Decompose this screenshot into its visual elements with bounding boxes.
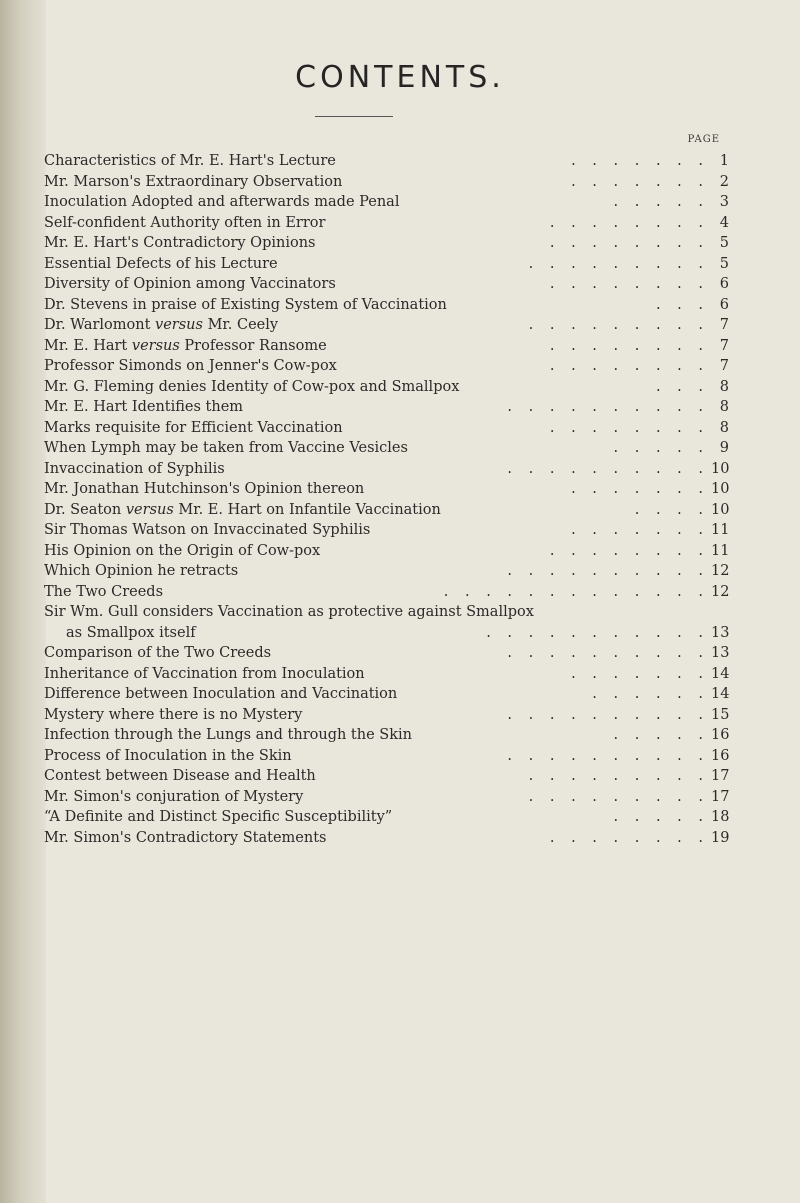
entry-title: Dr. Seaton versus Mr. E. Hart on Infantile Vaccination: [44, 501, 441, 518]
contents-entry: [44, 213, 729, 234]
entry-page-number: 8: [719, 378, 729, 395]
entry-leader-dots: . . . . . . . .: [549, 829, 709, 846]
entry-page-number: 2: [719, 173, 729, 190]
entry-title: His Opinion on the Origin of Cow-pox: [44, 542, 321, 559]
contents-entry: [44, 397, 729, 418]
entry-page-number: 7: [719, 358, 729, 374]
contents-entry: [44, 438, 729, 459]
contents-list: [44, 151, 729, 848]
contents-entry: [44, 459, 729, 480]
contents-entry: [44, 582, 729, 603]
entry-page-number: 18: [711, 809, 730, 825]
entry-leader-dots: . . . . . . . .: [549, 337, 709, 354]
entry-title: Sir Thomas Watson on Invaccinated Syphilis: [44, 522, 371, 538]
entry-title: Infection through the Lungs and through the Skin: [44, 727, 412, 743]
entry-page-number: 6: [719, 276, 729, 292]
contents-entry: [44, 295, 729, 316]
contents-entry: [44, 192, 729, 213]
contents-entry: [44, 315, 729, 336]
entry-page-number: 10: [711, 460, 730, 477]
entry-page-number: 8: [719, 399, 729, 415]
entry-page-number: 12: [711, 583, 730, 600]
contents-entry: [44, 807, 729, 828]
contents-entry: [44, 500, 729, 521]
entry-title: Invaccination of Syphilis: [44, 460, 225, 477]
contents-entry: [44, 233, 729, 254]
entry-title: Mr. E. Hart's Contradictory Opinions: [44, 235, 316, 251]
entry-page-number: 19: [711, 829, 730, 846]
entry-leader-dots: . . .: [655, 378, 709, 395]
entry-leader-dots: . . . . . . . . .: [528, 317, 709, 333]
entry-title: Difference between Inoculation and Vaccination: [44, 686, 398, 702]
contents-entry: [44, 643, 729, 664]
entry-leader-dots: . . . .: [634, 501, 709, 518]
entry-title: Sir Wm. Gull considers Vaccination as protective against Smallpox: [44, 604, 534, 620]
entry-leader-dots: . . .: [655, 296, 709, 313]
entry-title: Inoculation Adopted and afterwards made Penal: [44, 194, 400, 210]
entry-title: Dr. Stevens in praise of Existing System of Vaccination: [44, 296, 447, 313]
entry-page-number: 7: [719, 317, 729, 333]
entry-leader-dots: . . . . . . .: [571, 173, 709, 190]
contents-entry: [44, 766, 729, 787]
entry-leader-dots: . . . . . . . .: [549, 235, 709, 251]
entry-page-number: 11: [711, 542, 730, 559]
entry-page-number: 11: [711, 522, 730, 538]
entry-leader-dots: . . . . .: [613, 727, 709, 743]
entry-page-number: 5: [719, 255, 729, 272]
contents-entry: [44, 664, 729, 685]
entry-leader-dots: . . . . . . . . .: [528, 788, 709, 805]
entry-title: “A Definite and Distinct Specific Susceptibility”: [44, 809, 393, 825]
entry-page-number: 5: [719, 235, 729, 251]
entry-title: Mr. Simon's Contradictory Statements: [44, 829, 327, 846]
entry-leader-dots: . . . . . . . .: [549, 419, 709, 436]
contents-entry: [44, 336, 729, 357]
entry-title: Mr. E. Hart versus Professor Ransome: [44, 337, 327, 354]
entry-title: Process of Inoculation in the Skin: [44, 747, 292, 764]
entry-title: Mr. Jonathan Hutchinson's Opinion thereon: [44, 481, 365, 497]
entry-leader-dots: . . . . . . . . . .: [507, 645, 709, 661]
entry-page-number: 17: [711, 788, 730, 805]
entry-leader-dots: . . . . . . . .: [549, 214, 709, 231]
contents-entry: [44, 172, 729, 193]
entry-title: Mystery where there is no Mystery: [44, 706, 303, 723]
entry-title: Mr. Marson's Extraordinary Observation: [44, 173, 343, 190]
entry-leader-dots: . . . . . . . .: [549, 358, 709, 374]
entry-leader-dots: . . . . . . .: [571, 153, 709, 169]
contents-entry: [44, 356, 729, 377]
entry-title: Diversity of Opinion among Vaccinators: [44, 276, 336, 292]
entry-title: Dr. Warlomont versus Mr. Ceely: [44, 317, 279, 333]
entry-leader-dots: . . . . . . . . . .: [507, 399, 709, 415]
contents-entry: [44, 746, 729, 767]
entry-page-number: 16: [711, 727, 730, 743]
entry-title: When Lymph may be taken from Vaccine Vesicles: [44, 440, 408, 456]
entry-title: Comparison of the Two Creeds: [44, 645, 272, 661]
contents-entry: [44, 561, 729, 582]
entry-page-number: 9: [719, 440, 729, 456]
entry-title: Characteristics of Mr. E. Hart's Lecture: [44, 153, 336, 169]
entry-page-number: 13: [711, 624, 730, 641]
entry-title: Mr. E. Hart Identifies them: [44, 399, 244, 415]
contents-entry: [44, 418, 729, 439]
entry-page-number: 4: [719, 214, 729, 231]
entry-leader-dots: . . . . . . .: [571, 665, 709, 682]
entry-page-number: 8: [719, 419, 729, 436]
contents-entry: [44, 828, 729, 849]
entry-page-number: 10: [711, 501, 730, 518]
entry-page-number: 15: [711, 706, 730, 723]
entry-page-number: 16: [711, 747, 730, 764]
contents-entry: [44, 479, 729, 500]
entry-title: Contest between Disease and Health: [44, 768, 316, 784]
entry-page-number: 14: [711, 665, 730, 682]
contents-entry: [44, 151, 729, 172]
entry-leader-dots: . . . . .: [613, 809, 709, 825]
contents-entry: [44, 520, 729, 541]
entry-leader-dots: . . . . . . . . . . .: [486, 624, 709, 641]
entry-leader-dots: . . . . . .: [592, 686, 709, 702]
page-title: CONTENTS.: [295, 60, 505, 95]
entry-title: Mr. G. Fleming denies Identity of Cow-pox and Smallpox: [44, 378, 460, 395]
contents-entry: [44, 787, 729, 808]
entry-leader-dots: . . . . .: [613, 194, 709, 210]
entry-leader-dots: . . . . . . . .: [549, 276, 709, 292]
contents-entry: [44, 725, 729, 746]
entry-title: Mr. Simon's conjuration of Mystery: [44, 788, 304, 805]
entry-page-number: 3: [719, 194, 729, 210]
entry-page-number: 12: [711, 563, 730, 579]
entry-title: Marks requisite for Efficient Vaccination: [44, 419, 343, 436]
entry-page-number: 6: [719, 296, 729, 313]
entry-leader-dots: . . . . . . . . . . . . .: [443, 583, 709, 600]
entry-page-number: 13: [711, 645, 730, 661]
entry-page-number: 17: [711, 768, 730, 784]
entry-leader-dots: . . . . .: [613, 440, 709, 456]
entry-title: Essential Defects of his Lecture: [44, 255, 278, 272]
entry-leader-dots: . . . . . . .: [571, 481, 709, 497]
contents-entry: [44, 377, 729, 398]
entry-title: Which Opinion he retracts: [44, 563, 239, 579]
contents-entry: [44, 684, 729, 705]
entry-title: Professor Simonds on Jenner's Cow-pox: [44, 358, 337, 374]
contents-entry: [44, 705, 729, 726]
entry-leader-dots: . . . . . . . . . .: [507, 460, 709, 477]
page-column-heading: PAGE: [687, 134, 720, 145]
entry-leader-dots: . . . . . . . . . .: [507, 706, 709, 723]
entry-page-number: 10: [711, 481, 730, 497]
entry-page-number: 1: [719, 153, 729, 169]
contents-entry: [44, 541, 729, 562]
entry-page-number: 14: [711, 686, 730, 702]
title-rule: [315, 116, 393, 117]
entry-title: Self-confident Authority often in Error: [44, 214, 326, 231]
contents-entry: [44, 602, 729, 643]
entry-title: Inheritance of Vaccination from Inoculation: [44, 665, 365, 682]
entry-title-continuation: as Smallpox itself: [66, 624, 196, 641]
entry-title: The Two Creeds: [44, 583, 164, 600]
entry-leader-dots: . . . . . . . . . .: [507, 563, 709, 579]
entry-page-number: 7: [719, 337, 729, 354]
entry-leader-dots: . . . . . . . . .: [528, 255, 709, 272]
entry-leader-dots: . . . . . . . .: [549, 542, 709, 559]
page-binding-edge: [0, 0, 46, 1203]
entry-leader-dots: . . . . . . . . .: [528, 768, 709, 784]
contents-entry: [44, 254, 729, 275]
contents-entry: [44, 274, 729, 295]
entry-leader-dots: . . . . . . . . . .: [507, 747, 709, 764]
entry-leader-dots: . . . . . . .: [571, 522, 709, 538]
